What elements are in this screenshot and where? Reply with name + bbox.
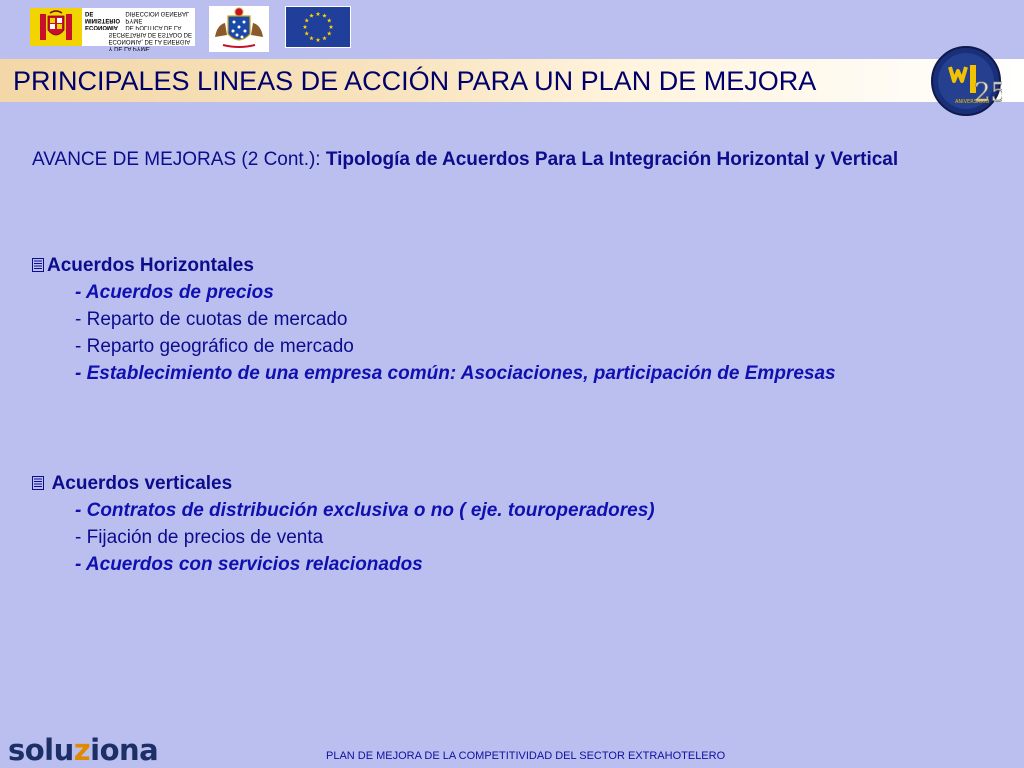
eu-star-icon bbox=[329, 25, 334, 29]
list-item: - Contratos de distribución exclusiva o no ( eje. touroperadores) bbox=[75, 500, 655, 521]
list-item: - Reparto geográfico de mercado bbox=[75, 336, 354, 357]
intro-bold-title: Tipología de Acuerdos Para La Integración Horizontal y Vertical bbox=[325, 149, 899, 170]
spain-coat-of-arms-icon bbox=[30, 8, 82, 46]
canarias-coat-of-arms-logo bbox=[209, 6, 269, 52]
eu-star-icon bbox=[316, 38, 321, 42]
soluziona-logo bbox=[8, 733, 158, 767]
ministerio-line: MINISTERIO DE bbox=[85, 10, 121, 23]
brand-part: iona bbox=[90, 733, 159, 767]
ministerio-line: SECRETARIA DE ESTADO DE bbox=[108, 31, 192, 37]
section-horizontal bbox=[32, 252, 932, 387]
ministerio-line: DIRECCION GENERAL bbox=[125, 10, 190, 16]
footer-caption: PLAN DE MEJORA DE LA COMPETITIVIDAD DEL SECTOR EXTRAHOTELERO bbox=[326, 750, 726, 762]
brand-part: solu bbox=[8, 733, 74, 767]
section-heading-text: Acuerdos verticales bbox=[51, 473, 233, 494]
anniversary-25-emblem-icon bbox=[930, 45, 1002, 117]
eu-star-icon bbox=[327, 31, 332, 35]
list-item: - Acuerdos con servicios relacionados bbox=[75, 554, 423, 575]
eu-star-icon bbox=[322, 36, 327, 40]
intro-paragraph bbox=[32, 146, 912, 173]
eu-star-icon bbox=[309, 13, 314, 17]
list-bullet-icon bbox=[32, 253, 44, 266]
list-item: - Fijación de precios de venta bbox=[75, 527, 324, 548]
section-heading bbox=[32, 252, 932, 279]
european-union-flag-logo bbox=[285, 6, 351, 48]
list-item: - Establecimiento de una empresa común: Asociaciones, participación de Empresas bbox=[75, 363, 836, 384]
list-item: - Reparto de cuotas de mercado bbox=[75, 309, 348, 330]
svg-text:25: 25 bbox=[974, 78, 1002, 108]
ministerio-economia-logo bbox=[30, 8, 195, 51]
eu-star-icon bbox=[322, 13, 327, 17]
ministerio-line: ECONOMIA, DE LA ENERGIA bbox=[108, 38, 191, 44]
eu-star-icon bbox=[309, 36, 314, 40]
eu-star-icon bbox=[303, 25, 308, 29]
section-heading-text: Acuerdos Horizontales bbox=[47, 255, 254, 276]
canarias-shield-icon bbox=[211, 7, 267, 51]
section-heading bbox=[32, 470, 932, 497]
slide-title: PRINCIPALES LINEAS DE ACCIÓN PARA UN PLAN DE MEJORA bbox=[13, 66, 817, 96]
eu-star-icon bbox=[316, 12, 321, 16]
svg-text:ANIVERSARIO: ANIVERSARIO bbox=[955, 99, 990, 105]
eu-star-icon bbox=[304, 18, 309, 22]
eu-stars-icon bbox=[286, 7, 350, 47]
intro-prefix: AVANCE DE MEJORAS (2 Cont.): bbox=[32, 149, 326, 170]
list-bullet-icon bbox=[32, 471, 44, 484]
ministerio-line: DE POLITICA DE LA PYME bbox=[125, 17, 182, 30]
brand-accent: z bbox=[73, 733, 91, 767]
ministerio-line: ECONOMIA bbox=[85, 24, 118, 30]
section-vertical bbox=[32, 470, 932, 578]
eu-star-icon bbox=[327, 18, 332, 22]
eu-star-icon bbox=[304, 31, 309, 35]
ministerio-line: Y DE LA PYME bbox=[108, 45, 150, 51]
list-item: - Acuerdos de precios bbox=[75, 282, 274, 303]
